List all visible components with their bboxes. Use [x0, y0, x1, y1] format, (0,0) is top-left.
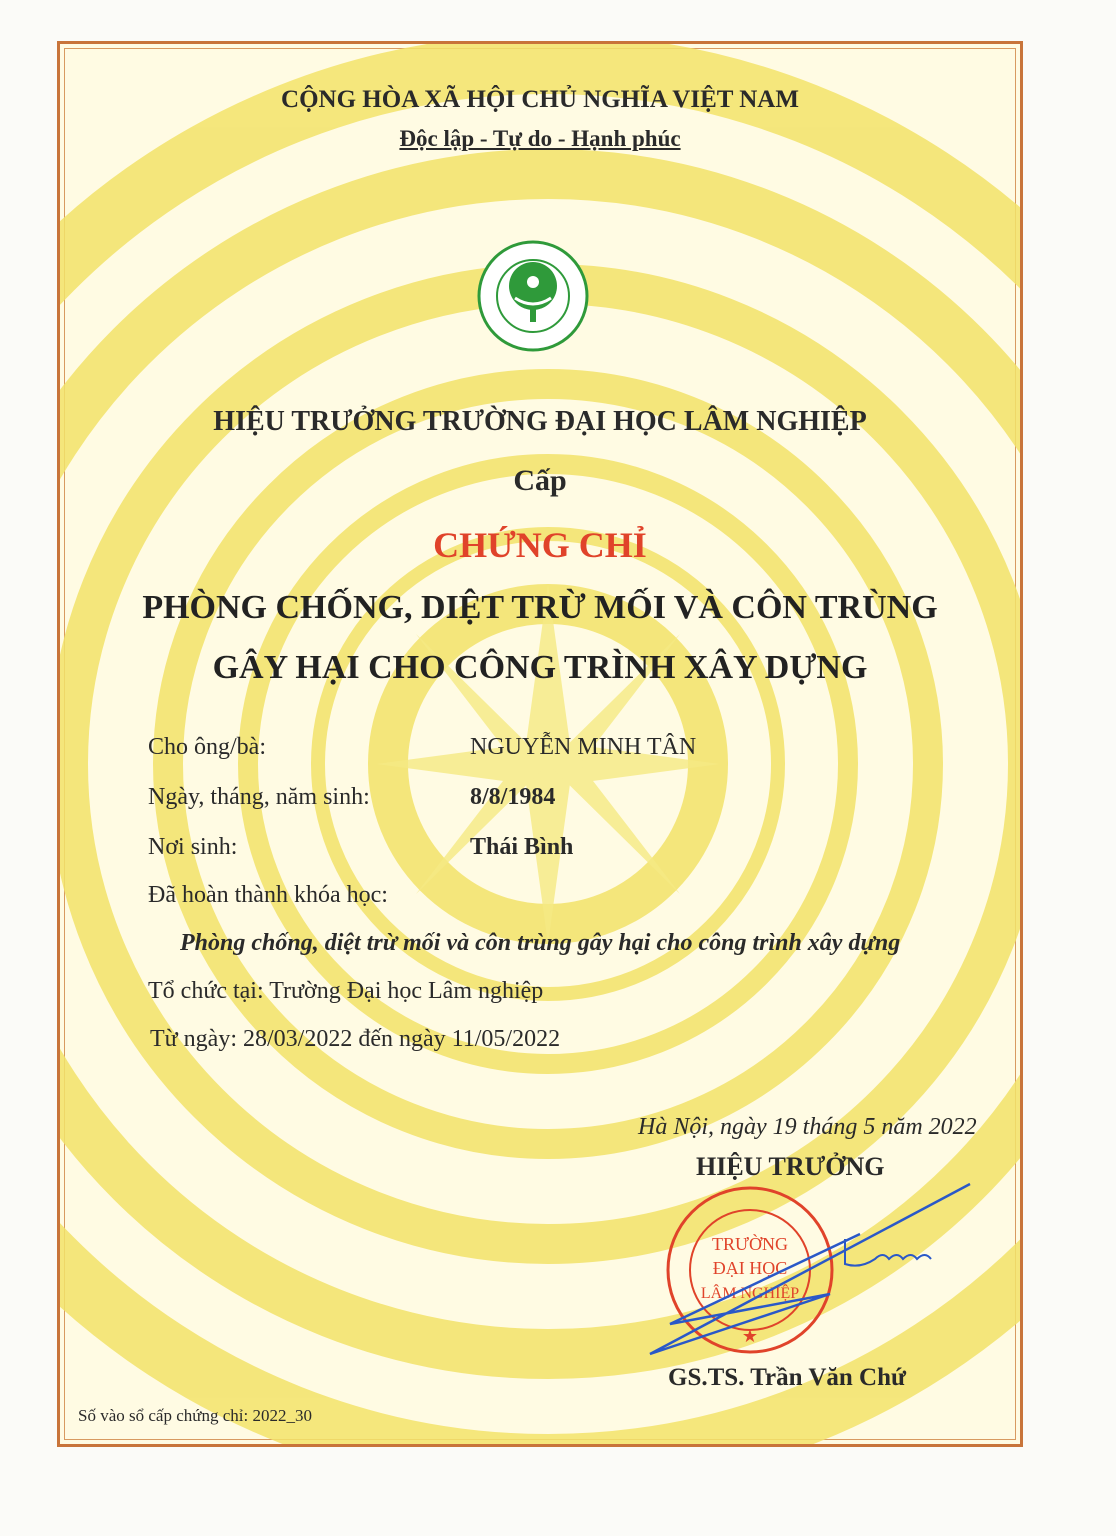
pob-value: Thái Bình [470, 834, 574, 860]
stamp-line2: ĐẠI HỌC [712, 1258, 788, 1278]
signer-title: HIỆU TRƯỞNG [696, 1152, 885, 1181]
motto: Độc lập - Tự do - Hạnh phúc [399, 126, 681, 151]
stamp-line1: TRƯỜNG [712, 1234, 788, 1254]
dob-label: Ngày, tháng, năm sinh: [148, 784, 370, 810]
signer-name: GS.TS. Trần Văn Chứ [668, 1364, 907, 1391]
nation-header: CỘNG HÒA XÃ HỘI CHỦ NGHĨA VIỆT NAM [281, 86, 799, 113]
issuer: HIỆU TRƯỞNG TRƯỜNG ĐẠI HỌC LÂM NGHIỆP [213, 406, 867, 437]
recipient-name: NGUYỄN MINH TÂN [470, 734, 697, 760]
organized-at: Tổ chức tại: Trường Đại học Lâm nghiệp [148, 978, 544, 1004]
stamp-line3: LÂM NGHIỆP [700, 1285, 800, 1302]
place-date: Hà Nội, ngày 19 tháng 5 năm 2022 [638, 1114, 977, 1140]
completed-label: Đã hoàn thành khóa học: [148, 882, 388, 908]
registry-number: Số vào sổ cấp chứng chỉ: 2022_30 [78, 1406, 312, 1425]
document-type: CHỨNG CHỈ [433, 525, 647, 565]
pob-label: Nơi sinh: [148, 834, 238, 860]
course-title-line2: GÂY HẠI CHO CÔNG TRÌNH XÂY DỰNG [212, 649, 868, 686]
course-period: Từ ngày: 28/03/2022 đến ngày 11/05/2022 [150, 1026, 561, 1052]
stamp-star-icon: ★ [741, 1326, 759, 1346]
course-title-line1: PHÒNG CHỐNG, DIỆT TRỪ MỐI VÀ CÔN TRÙNG [142, 589, 938, 626]
grant-word: Cấp [513, 464, 567, 497]
course-name: Phòng chống, diệt trừ mối và côn trùng gây hại cho công trình xây dựng [180, 930, 901, 956]
certificate-frame [57, 41, 1023, 1447]
university-logo [477, 240, 589, 352]
dob-value: 8/8/1984 [470, 784, 556, 810]
signature-scribble [630, 1174, 980, 1364]
name-label: Cho ông/bà: [148, 734, 266, 760]
